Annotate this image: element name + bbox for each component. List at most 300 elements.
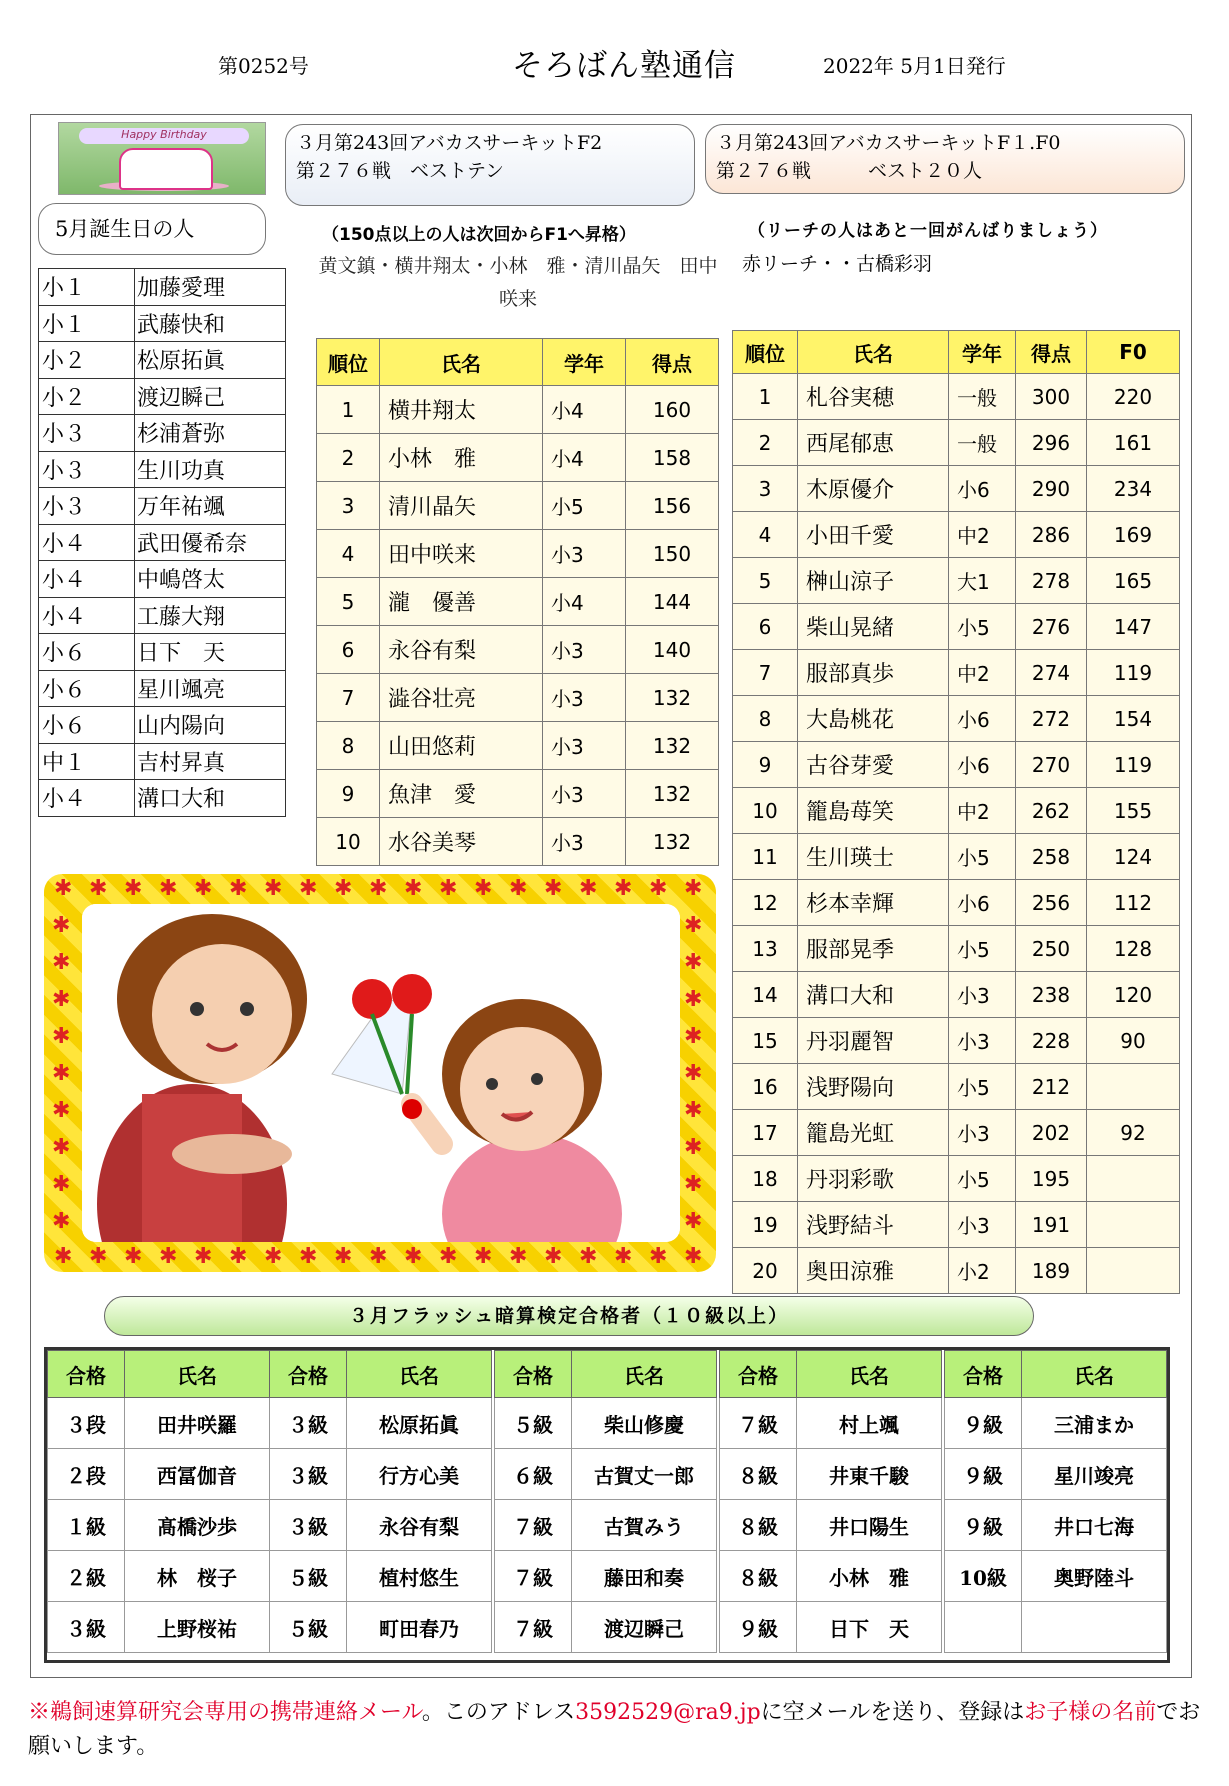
flash-level: ８級 <box>720 1551 797 1602</box>
rank-name: 瀧 優善 <box>380 578 543 626</box>
flash-name: 奥野陸斗 <box>1022 1551 1167 1602</box>
rank-row <box>733 1064 1180 1110</box>
border-star-icon: ✱ <box>684 1098 703 1123</box>
rank-position: 9 <box>733 742 798 788</box>
border-star-icon: ✱ <box>264 1244 283 1269</box>
flash-header-name: 氏名 <box>572 1351 717 1398</box>
rank-name: 浅野陽向 <box>798 1064 949 1110</box>
flash-level: ３級 <box>270 1449 347 1500</box>
footer-text-2: に空メールを送り、登録は <box>760 1700 1025 1725</box>
rank-row <box>733 650 1180 696</box>
rank-row <box>733 420 1180 466</box>
birthday-table <box>38 268 286 817</box>
border-star-icon: ✱ <box>52 913 71 938</box>
promote-note: （150点以上の人は次回からF1へ昇格） <box>322 225 636 245</box>
flash-header-name: 氏名 <box>347 1351 492 1398</box>
rank-row <box>733 1110 1180 1156</box>
rank-score: 290 <box>1016 466 1087 512</box>
rank-name: 服部晃季 <box>798 926 949 972</box>
rank-position: 4 <box>317 530 380 578</box>
flash-name: 三浦まか <box>1022 1398 1167 1449</box>
flash-header-pass: 合格 <box>270 1351 347 1398</box>
birthday-row <box>39 378 286 415</box>
birthday-grade: 小４ <box>39 597 135 634</box>
rank-name: 木原優介 <box>798 466 949 512</box>
rank-grade: 大1 <box>949 558 1016 604</box>
flash-level: ９級 <box>945 1398 1022 1449</box>
birthday-grade: 小４ <box>39 524 135 561</box>
rank-header: 得点 <box>626 339 719 386</box>
flash-name: 小林 雅 <box>797 1551 942 1602</box>
flash-level: ７級 <box>495 1602 572 1653</box>
rank-grade: 小3 <box>949 1110 1016 1156</box>
flash-row <box>945 1602 1167 1653</box>
birthday-grade: 小６ <box>39 707 135 744</box>
rank-name: 永谷有梨 <box>380 626 543 674</box>
rank-name: 古谷芽愛 <box>798 742 949 788</box>
rank-f0: 119 <box>1087 650 1180 696</box>
f1-ranking-table <box>732 330 1180 1294</box>
rank-position: 5 <box>733 558 798 604</box>
rank-f0: 92 <box>1087 1110 1180 1156</box>
rank-score: 276 <box>1016 604 1087 650</box>
rank-grade: 小3 <box>543 818 626 866</box>
flash-column <box>47 1350 270 1653</box>
rank-grade: 小5 <box>949 926 1016 972</box>
rank-score: 262 <box>1016 788 1087 834</box>
rank-row <box>733 1202 1180 1248</box>
flash-level: ６級 <box>495 1449 572 1500</box>
footer-email[interactable]: 3592529@ra9.jp <box>575 1700 761 1725</box>
rank-position: 11 <box>733 834 798 880</box>
birthday-name: 渡辺瞬己 <box>135 378 286 415</box>
flash-row <box>495 1398 717 1449</box>
birthday-name: 日下 天 <box>135 634 286 671</box>
rank-score: 156 <box>626 482 719 530</box>
rank-grade: 小3 <box>543 674 626 722</box>
rank-f0: 124 <box>1087 834 1180 880</box>
border-star-icon: ✱ <box>52 1098 71 1123</box>
border-star-icon: ✱ <box>579 876 598 901</box>
footer-red-2: お子様の名前 <box>1024 1700 1157 1725</box>
border-star-icon: ✱ <box>334 876 353 901</box>
border-star-icon: ✱ <box>684 1244 703 1269</box>
rank-row <box>733 512 1180 558</box>
border-star-icon: ✱ <box>124 876 143 901</box>
border-star-icon: ✱ <box>264 876 283 901</box>
rank-position: 19 <box>733 1202 798 1248</box>
promote-names: 黄文鎮・横井翔太・小林 雅・清川晶矢 田中咲来 <box>318 255 718 310</box>
border-star-icon: ✱ <box>89 1244 108 1269</box>
border-star-icon: ✱ <box>404 876 423 901</box>
flash-name: 古賀みう <box>572 1500 717 1551</box>
rank-f0: 155 <box>1087 788 1180 834</box>
flash-column <box>269 1350 492 1653</box>
rank-f0: 119 <box>1087 742 1180 788</box>
rank-header: 順位 <box>733 331 798 374</box>
flash-level: ９級 <box>945 1500 1022 1551</box>
mother-child-carnation-icon <box>82 904 680 1242</box>
footer-text-3: でお願いします。 <box>28 1700 1201 1759</box>
rank-position: 7 <box>733 650 798 696</box>
f1-title-box <box>705 124 1185 194</box>
border-star-icon: ✱ <box>544 1244 563 1269</box>
flash-row <box>48 1449 270 1500</box>
flash-header-pass: 合格 <box>495 1351 572 1398</box>
rank-score: 250 <box>1016 926 1087 972</box>
flash-level: ３級 <box>270 1500 347 1551</box>
rank-grade: 小3 <box>543 770 626 818</box>
birthday-row <box>39 305 286 342</box>
flash-name: 西冨伽音 <box>125 1449 270 1500</box>
rank-position: 9 <box>317 770 380 818</box>
rank-grade: 小5 <box>949 1156 1016 1202</box>
birthday-grade: 小１ <box>39 269 135 306</box>
border-star-icon: ✱ <box>54 876 73 901</box>
rank-score: 286 <box>1016 512 1087 558</box>
rank-position: 7 <box>317 674 380 722</box>
border-star-icon: ✱ <box>299 1244 318 1269</box>
flash-header-pass: 合格 <box>48 1351 125 1398</box>
flash-name: 井口陽生 <box>797 1500 942 1551</box>
rank-row <box>317 818 719 866</box>
birthday-name: 中嶋啓太 <box>135 561 286 598</box>
border-star-icon: ✱ <box>52 950 71 975</box>
border-star-icon: ✱ <box>89 876 108 901</box>
rank-position: 2 <box>317 434 380 482</box>
rank-row <box>733 1248 1180 1294</box>
rank-position: 12 <box>733 880 798 926</box>
rank-row <box>317 770 719 818</box>
rank-f0: 112 <box>1087 880 1180 926</box>
border-star-icon: ✱ <box>614 1244 633 1269</box>
flash-row <box>48 1551 270 1602</box>
rank-grade: 一般 <box>949 374 1016 420</box>
flash-header-pass: 合格 <box>945 1351 1022 1398</box>
rank-row <box>733 880 1180 926</box>
border-star-icon: ✱ <box>474 876 493 901</box>
rank-header: F0 <box>1087 331 1180 374</box>
birthday-grade: 小２ <box>39 342 135 379</box>
rank-name: 横井翔太 <box>380 386 543 434</box>
issue-date: 2022年 5月1日発行 <box>823 54 1006 78</box>
rank-score: 144 <box>626 578 719 626</box>
flash-row <box>495 1602 717 1653</box>
flash-name: 町田春乃 <box>347 1602 492 1653</box>
page-title: そろばん塾通信 <box>512 48 736 84</box>
reach-note: （リーチの人はあと一回がんばりましょう） <box>748 221 1108 241</box>
f2-ranking-table <box>316 338 719 866</box>
rank-grade: 中2 <box>949 512 1016 558</box>
rank-f0: 220 <box>1087 374 1180 420</box>
flash-title: ３月フラッシュ暗算検定合格者（１０級以上） <box>104 1296 1034 1336</box>
rank-row <box>733 466 1180 512</box>
birthday-row <box>39 780 286 817</box>
rank-score: 195 <box>1016 1156 1087 1202</box>
birthday-row <box>39 269 286 306</box>
border-star-icon: ✱ <box>684 1172 703 1197</box>
flash-row <box>270 1602 492 1653</box>
rank-header: 氏名 <box>798 331 949 374</box>
border-star-icon: ✱ <box>649 876 668 901</box>
flash-row <box>495 1551 717 1602</box>
rank-name: 杉本幸輝 <box>798 880 949 926</box>
rank-name: 小林 雅 <box>380 434 543 482</box>
rank-position: 1 <box>317 386 380 434</box>
rank-header: 学年 <box>949 331 1016 374</box>
birthday-row <box>39 451 286 488</box>
birthday-grade: 小３ <box>39 488 135 525</box>
rank-f0: 90 <box>1087 1018 1180 1064</box>
birthday-grade: 小３ <box>39 415 135 452</box>
flash-level: ５級 <box>270 1602 347 1653</box>
rank-position: 1 <box>733 374 798 420</box>
rank-score: 191 <box>1016 1202 1087 1248</box>
rank-position: 17 <box>733 1110 798 1156</box>
flash-name: 植村悠生 <box>347 1551 492 1602</box>
rank-name: 溝口大和 <box>798 972 949 1018</box>
border-star-icon: ✱ <box>52 1172 71 1197</box>
flash-row <box>720 1500 942 1551</box>
rank-grade: 小6 <box>949 696 1016 742</box>
rank-row <box>317 674 719 722</box>
flash-row <box>720 1398 942 1449</box>
rank-row <box>317 578 719 626</box>
rank-row <box>733 834 1180 880</box>
rank-row <box>733 696 1180 742</box>
border-star-icon: ✱ <box>52 1061 71 1086</box>
rank-row <box>733 972 1180 1018</box>
rank-grade: 小4 <box>543 386 626 434</box>
rank-grade: 小3 <box>949 1202 1016 1248</box>
flash-name: 渡辺瞬己 <box>572 1602 717 1653</box>
border-star-icon: ✱ <box>229 1244 248 1269</box>
rank-position: 16 <box>733 1064 798 1110</box>
flash-level: ３段 <box>48 1398 125 1449</box>
rank-position: 8 <box>733 696 798 742</box>
flash-level: 10級 <box>945 1551 1022 1602</box>
rank-position: 3 <box>317 482 380 530</box>
rank-name: 丹羽彩歌 <box>798 1156 949 1202</box>
rank-row <box>733 374 1180 420</box>
flash-row <box>270 1398 492 1449</box>
flash-header-name: 氏名 <box>1022 1351 1167 1398</box>
rank-name: 柴山晃緒 <box>798 604 949 650</box>
flash-level: ８級 <box>720 1500 797 1551</box>
flash-column <box>944 1350 1167 1653</box>
rank-name: 小田千愛 <box>798 512 949 558</box>
birthday-name: 武田優希奈 <box>135 524 286 561</box>
rank-position: 18 <box>733 1156 798 1202</box>
birthday-name: 溝口大和 <box>135 780 286 817</box>
rank-grade: 小6 <box>949 742 1016 788</box>
birthday-row <box>39 488 286 525</box>
flash-row <box>48 1500 270 1551</box>
border-star-icon: ✱ <box>194 876 213 901</box>
flash-row <box>945 1551 1167 1602</box>
rank-position: 6 <box>733 604 798 650</box>
birthday-row <box>39 597 286 634</box>
birthday-row <box>39 524 286 561</box>
birthday-name: 万年祐颯 <box>135 488 286 525</box>
birthday-name: 武藤快和 <box>135 305 286 342</box>
flash-level: ３級 <box>48 1602 125 1653</box>
rank-f0 <box>1087 1156 1180 1202</box>
birthday-name: 山内陽向 <box>135 707 286 744</box>
birthday-row <box>39 561 286 598</box>
rank-name: 服部真歩 <box>798 650 949 696</box>
rank-row <box>317 722 719 770</box>
f2-title-line1: ３月第243回アバカスサーキットF2 <box>296 132 603 154</box>
rank-name: 丹羽麗智 <box>798 1018 949 1064</box>
birthday-name: 工藤大翔 <box>135 597 286 634</box>
flash-level: ３級 <box>270 1398 347 1449</box>
rank-position: 2 <box>733 420 798 466</box>
flash-column <box>719 1350 942 1653</box>
rank-grade: 小2 <box>949 1248 1016 1294</box>
border-star-icon: ✱ <box>684 913 703 938</box>
birthday-row <box>39 415 286 452</box>
rank-score: 278 <box>1016 558 1087 604</box>
rank-f0: 147 <box>1087 604 1180 650</box>
f1-title-line1: ３月第243回アバカスサーキットF１.F0 <box>716 132 1061 154</box>
flash-column <box>494 1350 717 1653</box>
footer-note <box>28 1696 1208 1764</box>
border-star-icon: ✱ <box>439 876 458 901</box>
rank-score: 150 <box>626 530 719 578</box>
flash-header-name: 氏名 <box>125 1351 270 1398</box>
rank-name: 籠島光虹 <box>798 1110 949 1156</box>
flash-row <box>945 1449 1167 1500</box>
rank-score: 238 <box>1016 972 1087 1018</box>
birthday-grade: 小４ <box>39 780 135 817</box>
rank-score: 132 <box>626 770 719 818</box>
flash-name: 田井咲羅 <box>125 1398 270 1449</box>
f1-title-line2: 第２７６戦 ベスト２０人 <box>716 160 983 182</box>
rank-name: 澁谷壮亮 <box>380 674 543 722</box>
birthday-cake-image <box>58 122 266 195</box>
birthday-grade: 小４ <box>39 561 135 598</box>
rank-name: 榊山涼子 <box>798 558 949 604</box>
border-star-icon: ✱ <box>194 1244 213 1269</box>
rank-name: 清川晶矢 <box>380 482 543 530</box>
border-star-icon: ✱ <box>52 1209 71 1234</box>
border-star-icon: ✱ <box>124 1244 143 1269</box>
rank-name: 籠島苺笑 <box>798 788 949 834</box>
flash-name: 星川竣亮 <box>1022 1449 1167 1500</box>
birthday-name: 生川功真 <box>135 451 286 488</box>
rank-row <box>733 788 1180 834</box>
birthday-name: 杉浦蒼弥 <box>135 415 286 452</box>
flash-header-name: 氏名 <box>797 1351 942 1398</box>
flash-row <box>945 1500 1167 1551</box>
border-star-icon: ✱ <box>52 1024 71 1049</box>
rank-position: 14 <box>733 972 798 1018</box>
rank-score: 158 <box>626 434 719 482</box>
rank-score: 132 <box>626 674 719 722</box>
flash-name: 髙橋沙歩 <box>125 1500 270 1551</box>
flash-name: 井口七海 <box>1022 1500 1167 1551</box>
flash-name: 林 桜子 <box>125 1551 270 1602</box>
flash-name: 上野桜祐 <box>125 1602 270 1653</box>
flash-level: ５級 <box>270 1551 347 1602</box>
flash-row <box>945 1398 1167 1449</box>
footer-red-1: ※鵜飼速算研究会専用の携帯連絡メール <box>28 1700 422 1725</box>
rank-row <box>733 926 1180 972</box>
reach-names: 赤リーチ・・古橋彩羽 <box>742 253 933 275</box>
flash-row <box>270 1551 492 1602</box>
rank-f0 <box>1087 1202 1180 1248</box>
f2-title-box <box>285 124 695 206</box>
cake-banner: Happy Birthday <box>79 128 249 144</box>
rank-grade: 小3 <box>949 972 1016 1018</box>
birthday-grade: 小６ <box>39 670 135 707</box>
flash-row <box>495 1500 717 1551</box>
border-star-icon: ✱ <box>684 1135 703 1160</box>
rank-score: 272 <box>1016 696 1087 742</box>
border-star-icon: ✱ <box>439 1244 458 1269</box>
flash-name: 古賀丈一郎 <box>572 1449 717 1500</box>
rank-header: 氏名 <box>380 339 543 386</box>
border-star-icon: ✱ <box>404 1244 423 1269</box>
flash-row <box>270 1500 492 1551</box>
rank-name: 魚津 愛 <box>380 770 543 818</box>
flash-level: ９級 <box>720 1602 797 1653</box>
flash-row <box>720 1551 942 1602</box>
birthday-name: 松原拓眞 <box>135 342 286 379</box>
birthday-grade: 小３ <box>39 451 135 488</box>
birthday-grade: 小６ <box>39 634 135 671</box>
flash-row <box>48 1602 270 1653</box>
rank-grade: 小4 <box>543 434 626 482</box>
rank-f0: 154 <box>1087 696 1180 742</box>
rank-score: 132 <box>626 722 719 770</box>
rank-f0: 128 <box>1087 926 1180 972</box>
rank-grade: 一般 <box>949 420 1016 466</box>
border-star-icon: ✱ <box>509 876 528 901</box>
flash-level <box>945 1602 1022 1653</box>
flash-name <box>1022 1602 1167 1653</box>
flash-name: 藤田和奏 <box>572 1551 717 1602</box>
flash-name: 松原拓眞 <box>347 1398 492 1449</box>
footer-text-1: 。このアドレス <box>421 1700 576 1725</box>
rank-score: 140 <box>626 626 719 674</box>
rank-score: 189 <box>1016 1248 1087 1294</box>
mothers-day-illustration <box>44 874 716 1272</box>
birthday-row <box>39 743 286 780</box>
border-star-icon: ✱ <box>509 1244 528 1269</box>
rank-score: 258 <box>1016 834 1087 880</box>
rank-name: 生川瑛士 <box>798 834 949 880</box>
rank-position: 4 <box>733 512 798 558</box>
rank-name: 水谷美琴 <box>380 818 543 866</box>
rank-grade: 小3 <box>949 1018 1016 1064</box>
rank-name: 田中咲来 <box>380 530 543 578</box>
rank-grade: 小6 <box>949 466 1016 512</box>
rank-row <box>317 530 719 578</box>
border-star-icon: ✱ <box>52 1135 71 1160</box>
flash-level: １級 <box>48 1500 125 1551</box>
rank-score: 160 <box>626 386 719 434</box>
border-star-icon: ✱ <box>474 1244 493 1269</box>
issue-number: 第0252号 <box>218 54 309 78</box>
rank-header: 順位 <box>317 339 380 386</box>
rank-row <box>733 1018 1180 1064</box>
rank-score: 132 <box>626 818 719 866</box>
rank-position: 3 <box>733 466 798 512</box>
birthday-row <box>39 342 286 379</box>
rank-row <box>317 434 719 482</box>
